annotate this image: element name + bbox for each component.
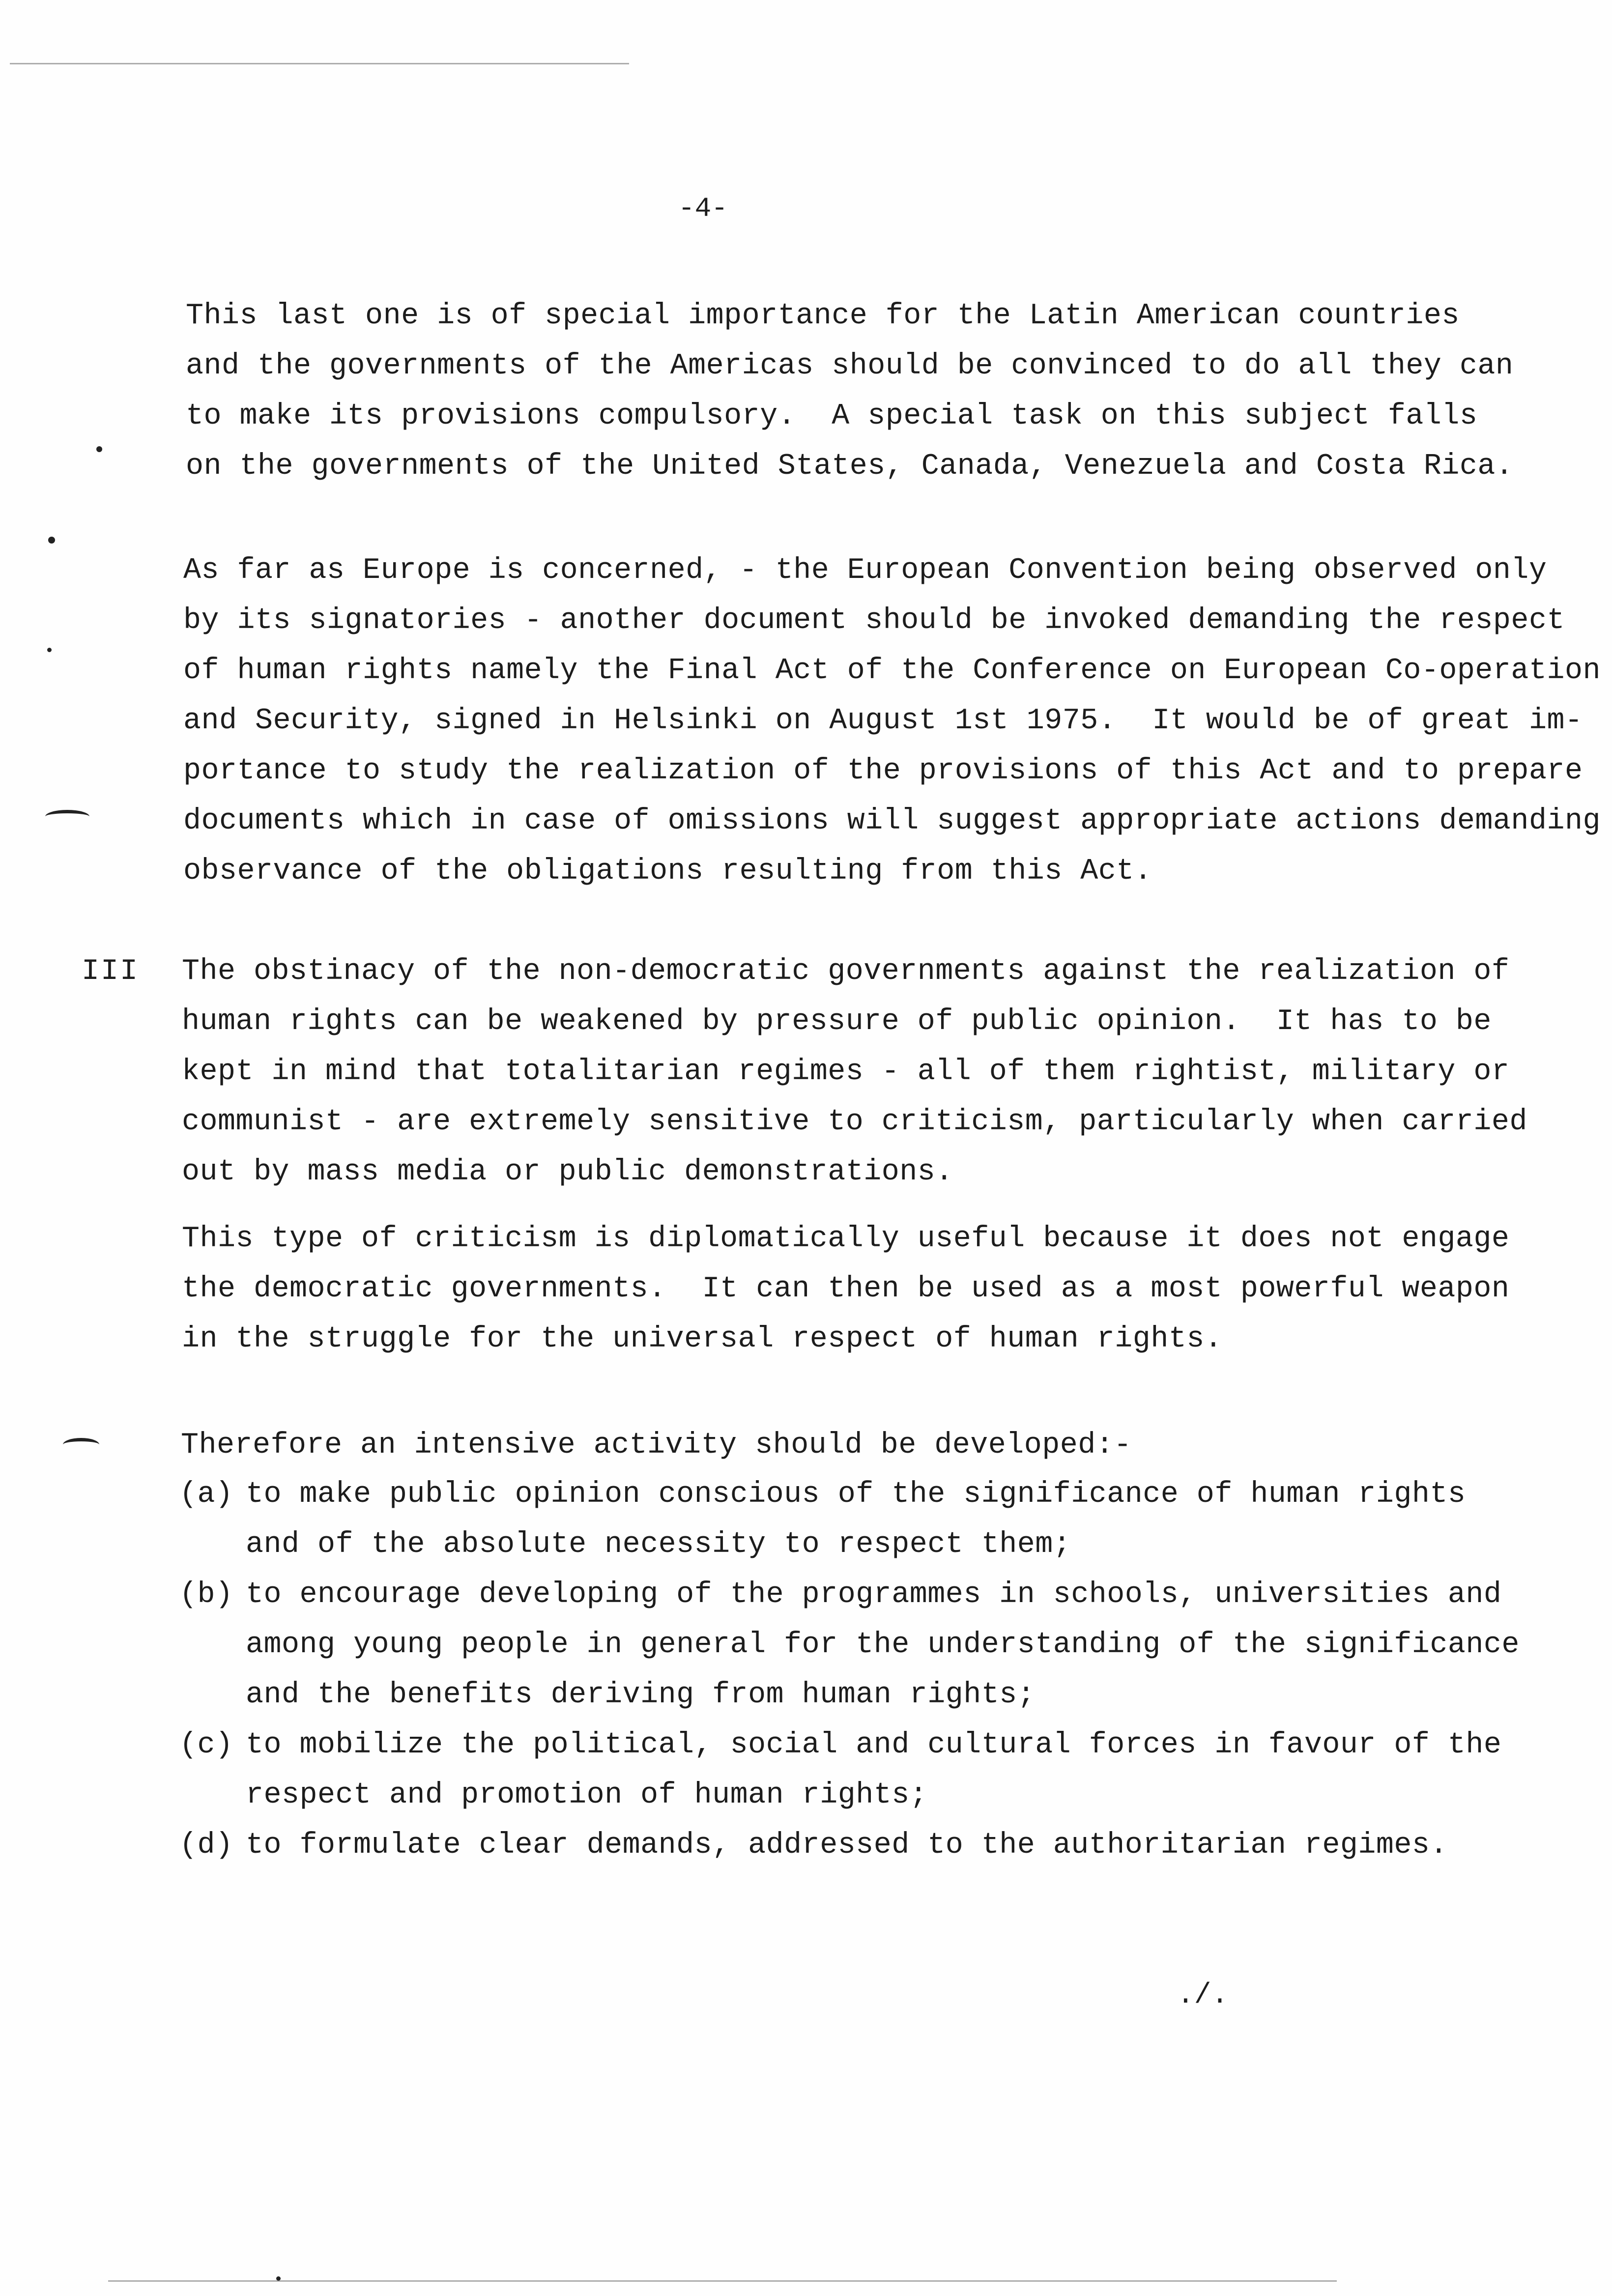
list-item-d [179, 1820, 1546, 1870]
scan-dot [48, 537, 55, 544]
text-line: Therefore an intensive activity should be developed:- [181, 1429, 1132, 1462]
text-line: This type of criticism is diplomatically useful because it does not engage [182, 1222, 1510, 1256]
text-line: among young people in general for the understanding of the significance [246, 1628, 1520, 1662]
text-line: and Security, signed in Helsinki on August 1st 1975. It would be of great im- [183, 704, 1583, 738]
text-line: portance to study the realization of the provisions of this Act and to prepare [183, 754, 1583, 788]
text-line: and of the absolute necessity to respect them; [246, 1528, 1071, 1561]
scan-dot [47, 648, 52, 652]
list-label: (c) [179, 1728, 233, 1762]
text-line: and the governments of the Americas should be convinced to do all they can [186, 349, 1514, 383]
activity-list [179, 1469, 1546, 1870]
text-line: to make public opinion conscious of the significance of human rights [246, 1478, 1466, 1511]
list-label: (b) [179, 1578, 233, 1611]
list-label: (d) [179, 1829, 233, 1862]
list-label: (a) [179, 1478, 233, 1511]
continuation-mark: ./. [1177, 1980, 1229, 2011]
text-line: by its signatories - another document should be invoked demanding the respect [183, 604, 1565, 637]
text-line: to encourage developing of the programmes in schools, universities and [246, 1578, 1502, 1611]
section-number: III [82, 955, 140, 988]
text-line: to mobilize the political, social and cultural forces in favour of the [246, 1728, 1502, 1762]
text-line: The obstinacy of the non-democratic governments against the realization of [182, 955, 1510, 988]
scan-edge-top [10, 63, 629, 64]
paragraph-latin-america [186, 291, 1542, 491]
scan-mark [45, 810, 89, 823]
scan-dot [96, 446, 102, 452]
scan-dot [276, 2276, 281, 2281]
scan-edge-bottom [108, 2280, 1337, 2282]
page-number: -4- [678, 193, 728, 224]
paragraph-europe [183, 545, 1601, 896]
text-line: out by mass media or public demonstrations. [182, 1155, 953, 1189]
text-line: in the struggle for the universal respect of human rights. [182, 1322, 1223, 1356]
list-item-c [179, 1720, 1546, 1820]
scan-mark [63, 1438, 99, 1451]
text-line: observance of the obligations resulting from this Act. [183, 855, 1152, 888]
paragraph-activity-intro [181, 1420, 1537, 1470]
text-line: of human rights namely the Final Act of the Conference on European Co-operation [183, 654, 1601, 688]
text-line: on the governments of the United States, Canada, Venezuela and Costa Rica. [186, 450, 1514, 483]
text-line: human rights can be weakened by pressure of public opinion. It has to be [182, 1005, 1492, 1038]
paragraph-public-opinion [182, 947, 1538, 1197]
text-line: As far as Europe is concerned, - the European Convention being observed only [183, 554, 1547, 587]
text-line: to make its provisions compulsory. A special task on this subject falls [186, 400, 1478, 433]
list-item-a [179, 1469, 1546, 1570]
text-line: and the benefits deriving from human rights; [246, 1678, 1036, 1712]
text-line: kept in mind that totalitarian regimes - all of them rightist, military or [182, 1055, 1510, 1089]
text-line: documents which in case of omissions will suggest appropriate actions demanding [183, 804, 1601, 838]
text-line: communist - are extremely sensitive to criticism, particularly when carried [182, 1105, 1527, 1139]
list-item-b [179, 1570, 1546, 1720]
text-line: to formulate clear demands, addressed to the authoritarian regimes. [246, 1829, 1448, 1862]
text-line: the democratic governments. It can then be used as a most powerful weapon [182, 1272, 1510, 1306]
text-line: This last one is of special importance for the Latin American countries [186, 299, 1460, 333]
paragraph-criticism [182, 1214, 1538, 1364]
text-line: respect and promotion of human rights; [246, 1779, 928, 1812]
